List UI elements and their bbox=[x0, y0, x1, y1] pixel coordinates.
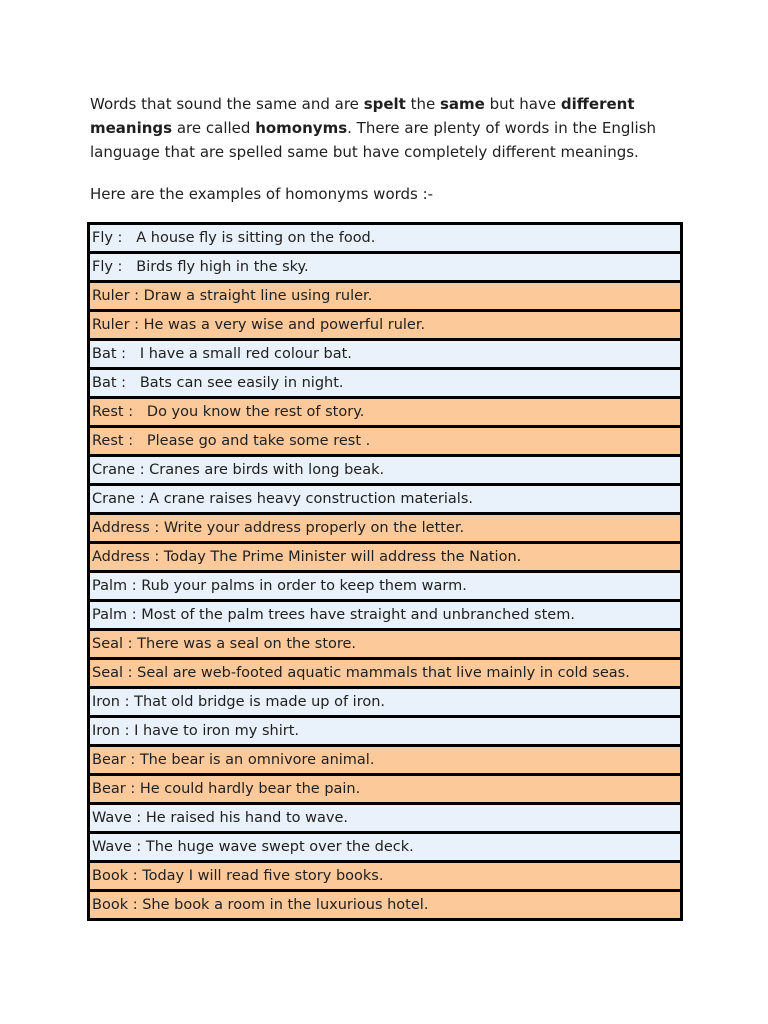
intro-paragraph bbox=[90, 92, 680, 164]
intro-bold-spelt: spelt bbox=[363, 95, 406, 113]
table-row: Book : Today I will read five story books. bbox=[90, 863, 680, 889]
table-row: Palm : Rub your palms in order to keep them warm. bbox=[90, 573, 680, 599]
table-row: Bat : I have a small red colour bat. bbox=[90, 341, 680, 367]
table-row: Wave : The huge wave swept over the deck. bbox=[90, 834, 680, 860]
intro-bold-different-meanings: different meanings bbox=[90, 95, 635, 137]
intro-text-2: the bbox=[405, 95, 440, 113]
table-row: Iron : I have to iron my shirt. bbox=[90, 718, 680, 744]
intro-text-1: Words that sound the same and are bbox=[90, 95, 364, 113]
table-row: Seal : Seal are web-footed aquatic mammals that live mainly in cold seas. bbox=[90, 660, 680, 686]
intro-text-4: are called bbox=[172, 119, 256, 137]
table-row: Rest : Please go and take some rest . bbox=[90, 428, 680, 454]
table-row: Crane : Cranes are birds with long beak. bbox=[90, 457, 680, 483]
table-row: Ruler : He was a very wise and powerful ruler. bbox=[90, 312, 680, 338]
table-row: Bat : Bats can see easily in night. bbox=[90, 370, 680, 396]
intro-bold-homonyms: homonyms bbox=[255, 119, 348, 137]
table-row: Fly : Birds fly high in the sky. bbox=[90, 254, 680, 280]
table-row: Crane : A crane raises heavy construction materials. bbox=[90, 486, 680, 512]
table-row: Address : Write your address properly on the letter. bbox=[90, 515, 680, 541]
table-row: Rest : Do you know the rest of story. bbox=[90, 399, 680, 425]
table-row: Palm : Most of the palm trees have straight and unbranched stem. bbox=[90, 602, 680, 628]
intro-text-3: but have bbox=[484, 95, 561, 113]
intro-text-5: . There are plenty of words in the English language that are spelled same but have completely different meanings. bbox=[90, 119, 657, 161]
table-row: Fly : A house fly is sitting on the food. bbox=[90, 225, 680, 251]
examples-heading: Here are the examples of homonyms words :- bbox=[90, 185, 434, 203]
table-row: Address : Today The Prime Minister will address the Nation. bbox=[90, 544, 680, 570]
examples-table bbox=[87, 222, 683, 921]
table-row: Ruler : Draw a straight line using ruler. bbox=[90, 283, 680, 309]
table-row: Seal : There was a seal on the store. bbox=[90, 631, 680, 657]
table-row: Book : She book a room in the luxurious hotel. bbox=[90, 892, 680, 918]
table-row: Wave : He raised his hand to wave. bbox=[90, 805, 680, 831]
table-row: Bear : He could hardly bear the pain. bbox=[90, 776, 680, 802]
intro-bold-same: same bbox=[440, 95, 485, 113]
table-row: Bear : The bear is an omnivore animal. bbox=[90, 747, 680, 773]
table-row: Iron : That old bridge is made up of iron. bbox=[90, 689, 680, 715]
